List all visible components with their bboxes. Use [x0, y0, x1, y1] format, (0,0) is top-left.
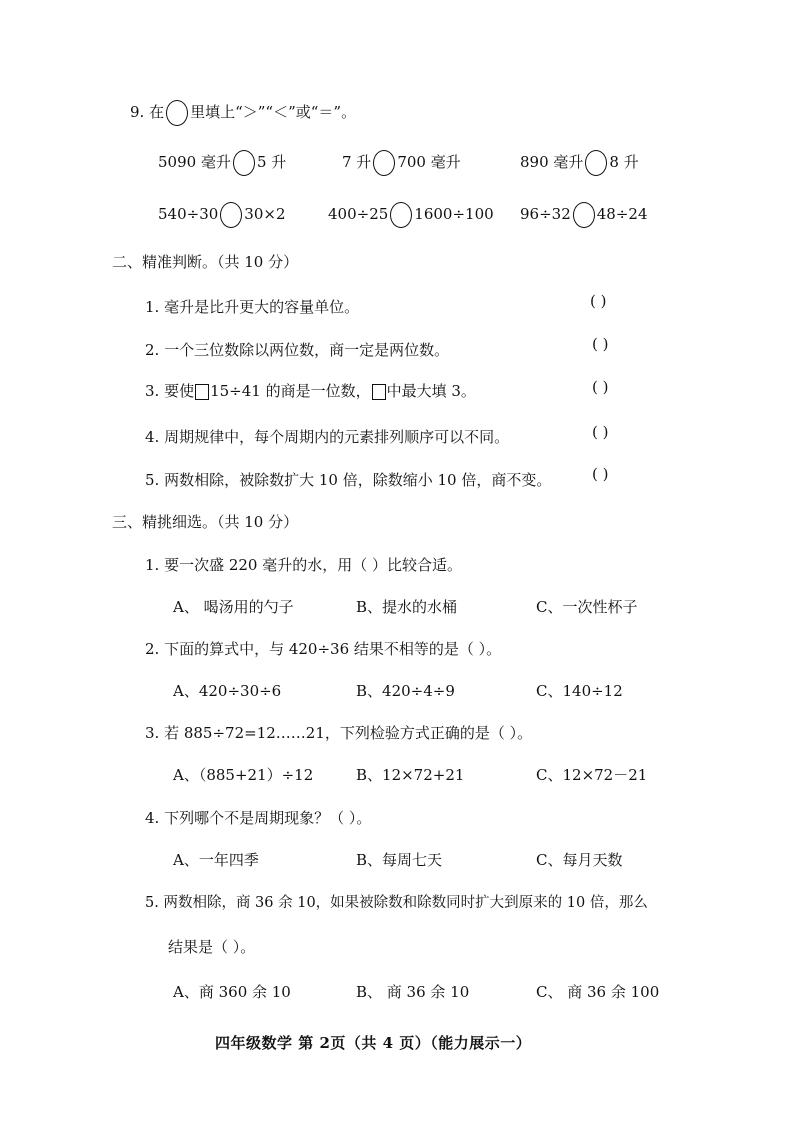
option-a[interactable]: A、一年四季: [173, 851, 259, 869]
option-b[interactable]: B、每周七天: [356, 851, 443, 869]
judge-item: 1. 毫升是比升更大的容量单位。: [145, 298, 360, 316]
judge-item-text: 3. 要使: [145, 382, 195, 400]
choice-stem: 2. 下面的算式中，与 420÷36 结果不相等的是（ ）。: [145, 640, 502, 658]
choice-stem: 5. 两数相除，商 36 余 10，如果被除数和除数同时扩大到原来的 10 倍，那么: [145, 895, 648, 911]
q9-item-right: 5 升: [256, 153, 287, 171]
q9-title: [130, 100, 356, 126]
option-a[interactable]: A、420÷30÷6: [173, 682, 282, 700]
option-b[interactable]: B、420÷4÷9: [356, 682, 455, 700]
option-c[interactable]: C、一次性杯子: [536, 598, 638, 616]
q9-item-left: 5090 毫升: [158, 153, 231, 171]
q9-item-left: 890 毫升: [520, 153, 584, 171]
q9-item: [158, 150, 286, 176]
q9-item-right: 30×2: [244, 205, 286, 223]
q9-item-left: 540÷30: [158, 205, 219, 223]
q9-item-right: 700 毫升: [397, 153, 461, 171]
answer-parens[interactable]: ( ): [592, 378, 609, 396]
q9-item-right: 8 升: [609, 153, 639, 171]
judge-item-text: 15÷41 的商是一位数，: [210, 382, 371, 400]
q9-item-right: 1600÷100: [414, 205, 494, 223]
circle-blank[interactable]: [373, 150, 395, 176]
q9-item: [158, 202, 286, 228]
section3-heading: 三、精挑细选。（共 10 分）: [112, 513, 299, 531]
option-b[interactable]: B、12×72+21: [356, 766, 465, 784]
choice-stem-continued: 结果是（ ）。: [168, 938, 256, 956]
circle-blank[interactable]: [573, 202, 595, 228]
circle-blank[interactable]: [585, 150, 607, 176]
option-c[interactable]: C、140÷12: [536, 682, 623, 700]
circle-blank[interactable]: [220, 202, 242, 228]
choice-stem: 3. 若 885÷72=12……21，下列检验方式正确的是（ ）。: [145, 724, 533, 742]
circle-blank[interactable]: [390, 202, 412, 228]
square-blank[interactable]: [195, 384, 209, 400]
option-b[interactable]: B、 商 36 余 10: [356, 983, 470, 1001]
q9-item: [342, 150, 461, 176]
judge-item: [145, 384, 476, 400]
answer-parens[interactable]: ( ): [590, 292, 607, 310]
choice-stem: 1. 要一次盛 220 毫升的水，用（ ）比较合适。: [145, 556, 463, 574]
option-c[interactable]: C、12×72－21: [536, 766, 648, 784]
answer-parens[interactable]: ( ): [592, 335, 609, 353]
q9-item: [520, 150, 639, 176]
q9-item: [520, 202, 648, 228]
q9-item: [328, 202, 494, 228]
circle-blank[interactable]: [166, 100, 188, 126]
square-blank[interactable]: [372, 384, 386, 400]
answer-parens[interactable]: ( ): [592, 465, 609, 483]
q9-item-right: 48÷24: [596, 205, 648, 223]
q9-item-left: 7 升: [342, 153, 372, 171]
answer-parens[interactable]: ( ): [592, 423, 609, 441]
option-b[interactable]: B、提水的水桶: [356, 598, 458, 616]
q9-prefix: 9. 在: [130, 103, 165, 121]
choice-stem: 4. 下列哪个不是周期现象？（ ）。: [145, 809, 372, 827]
q9-item-left: 400÷25: [328, 205, 389, 223]
option-c[interactable]: C、每月天数: [536, 851, 623, 869]
circle-blank[interactable]: [233, 150, 255, 176]
judge-item-text: 中最大填 3。: [386, 382, 476, 400]
page-footer: 四年级数学 第 2页（共 4 页）（能力展示一）: [215, 1034, 532, 1052]
q9-item-left: 96÷32: [520, 205, 571, 223]
option-a[interactable]: A、（885+21）÷12: [173, 766, 314, 784]
q9-suffix: 里填上“＞”“＜”或“＝”。: [190, 103, 357, 121]
judge-item: 5. 两数相除，被除数扩大 10 倍，除数缩小 10 倍，商不变。: [145, 471, 552, 489]
judge-item: 2. 一个三位数除以两位数，商一定是两位数。: [145, 341, 450, 359]
section2-heading: 二、精准判断。（共 10 分）: [112, 253, 299, 271]
option-a[interactable]: A、商 360 余 10: [173, 983, 291, 1001]
judge-item: 4. 周期规律中，每个周期内的元素排列顺序可以不同。: [145, 428, 510, 446]
option-a[interactable]: A、 喝汤用的勺子: [173, 598, 294, 616]
option-c[interactable]: C、 商 36 余 100: [536, 983, 660, 1001]
